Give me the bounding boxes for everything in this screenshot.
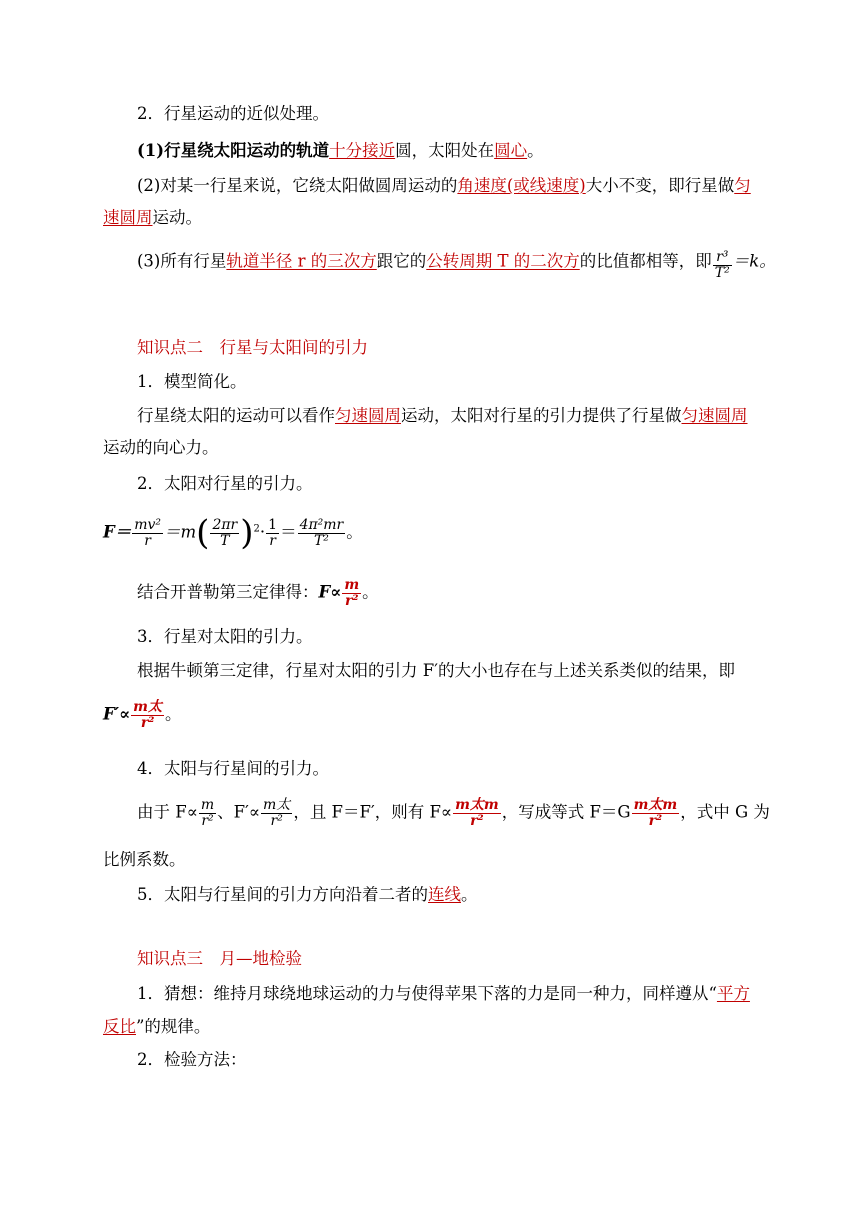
answer-blank: 公转周期 T 的二次方	[426, 251, 580, 271]
text: ，且 F＝F′，则有 F∝	[293, 802, 453, 822]
text: 。	[461, 885, 478, 904]
item-3	[137, 626, 792, 648]
item-text: 1．模型简化。	[137, 372, 247, 391]
heading-text: 知识点三 月—地检验	[137, 949, 302, 968]
section-heading-3	[137, 948, 792, 970]
fraction-msun-r2	[131, 700, 164, 730]
text: (2)对某一行星来说，它绕太阳做圆周运动的	[137, 176, 458, 195]
text: 。	[362, 582, 379, 602]
paragraph-3	[103, 250, 793, 280]
formula-part: F∝	[318, 582, 342, 602]
denominator: r²	[270, 812, 283, 829]
item-1-guess	[137, 983, 792, 1005]
text: 比例系数。	[103, 850, 186, 869]
item-text: 4．太阳与行星间的引力。	[137, 759, 329, 778]
text: 。	[164, 704, 182, 724]
text: 跟它的	[376, 251, 427, 271]
item-text: 2．检验方法：	[137, 1050, 247, 1069]
denominator: T²	[714, 264, 730, 281]
numerator: m太m	[455, 797, 499, 813]
text: 。	[527, 141, 544, 160]
fraction-2pir-t	[210, 518, 239, 548]
fraction-r3-t2	[713, 250, 732, 280]
text: 圆，太阳处在	[395, 141, 495, 160]
item-1-guess-cont	[103, 1016, 793, 1038]
text: 、F′∝	[217, 802, 261, 822]
answer-blank: 匀速圆周	[335, 406, 401, 425]
text: (1)行星绕太阳运动的轨道	[137, 141, 330, 160]
text: 行星绕太阳的运动可以看作	[137, 406, 335, 425]
left-paren: (	[196, 513, 210, 553]
item-4-paragraph	[137, 798, 792, 838]
paragraph-1	[103, 140, 793, 162]
fraction-msun-m-r2-b	[632, 798, 680, 828]
denominator: r²	[201, 812, 214, 829]
item-text: 2．太阳对行星的引力。	[137, 474, 313, 493]
denominator: r²	[648, 812, 663, 829]
text: 结合开普勒第三定律得：	[137, 582, 319, 602]
right-paren: )	[240, 513, 254, 553]
fraction-mv2-r	[132, 518, 163, 548]
item-1	[137, 371, 792, 393]
formula-part: F′∝	[103, 704, 131, 724]
kepler-combination	[137, 578, 792, 618]
denominator: r²	[470, 812, 484, 829]
numerator: mv²	[134, 516, 162, 533]
text: ，写成等式 F＝G	[501, 802, 631, 822]
answer-blank: 匀速圆周	[681, 406, 748, 425]
numerator: 1	[268, 516, 278, 533]
text: ，式中 G 为	[680, 802, 770, 822]
formula-part: F＝	[103, 522, 132, 542]
answer-blank: 连线	[428, 885, 461, 904]
text: 运动的向心力。	[103, 438, 219, 457]
item-text: 2．行星运动的近似处理。	[137, 104, 329, 123]
section-heading-2	[137, 337, 792, 359]
item-1-paragraph	[137, 405, 792, 427]
formula-part: ＝m	[164, 522, 197, 542]
formula-part: 。	[346, 522, 363, 542]
text: 运动。	[152, 208, 202, 227]
denominator: r	[269, 532, 276, 549]
fraction-msun-r2-a	[261, 798, 292, 828]
text: 5．太阳与行星间的引力方向沿着二者的	[137, 885, 428, 904]
paragraph-2	[103, 175, 793, 197]
answer-blank: 轨道半径 r 的三次方	[226, 251, 377, 271]
paragraph-2-cont	[103, 207, 793, 229]
numerator: m	[344, 577, 360, 593]
answer-blank: 匀	[734, 176, 751, 195]
item-text: 3．行星对太阳的引力。	[137, 627, 313, 646]
answer-blank: 圆心	[494, 141, 528, 160]
answer-blank: 十分接近	[329, 141, 396, 160]
numerator: 2πr	[212, 516, 238, 533]
numerator: m太	[263, 797, 291, 813]
fraction-4pi2mr-t2	[298, 518, 346, 548]
text: 1．猜想：维持月球绕地球运动的力与使得苹果下落的力是同一种力，同样遵从“	[137, 984, 717, 1003]
text: 大小不变，即行星做	[585, 176, 735, 195]
item-4	[137, 758, 792, 780]
answer-blank: 反比	[103, 1017, 136, 1036]
text: ”的规律。	[136, 1017, 211, 1036]
fraction-1-r	[266, 518, 279, 548]
text: 的比值都相等，即	[579, 251, 712, 271]
text: (3)所有行星	[137, 251, 227, 271]
item-5	[137, 884, 792, 906]
denominator: r²	[344, 592, 359, 609]
fraction-m-r2	[342, 578, 361, 608]
text: 根据牛顿第三定律，行星对太阳的引力 F′的大小也存在与上述关系类似的结果，即	[137, 661, 735, 680]
denominator: r	[144, 532, 151, 549]
item-4-paragraph-cont	[103, 849, 793, 871]
numerator: m太m	[633, 797, 678, 813]
denominator: T²	[313, 532, 329, 549]
answer-blank: 平方	[716, 984, 750, 1003]
fraction-m-r2-a	[199, 798, 216, 828]
heading-text: 知识点二 行星与太阳间的引力	[137, 338, 368, 357]
formula-part: ＝	[280, 522, 297, 542]
denominator: r²	[140, 714, 155, 731]
numerator: r³	[713, 250, 732, 266]
exponent: 2	[253, 523, 260, 535]
numerator: m太	[133, 699, 162, 715]
gravity-formula	[103, 513, 793, 556]
text: 由于 F∝	[137, 802, 198, 822]
item-3-paragraph	[137, 660, 792, 682]
formula-part: ·	[259, 522, 266, 542]
item-2-method	[137, 1049, 792, 1071]
denominator: T	[220, 532, 230, 549]
item-1-paragraph-cont	[103, 437, 793, 459]
text: ＝k。	[732, 251, 776, 271]
item-2	[137, 473, 792, 495]
text: 运动，太阳对行星的引力提供了行星做	[401, 406, 682, 425]
fraction-msun-m-r2-a	[453, 798, 501, 828]
numerator: m	[200, 797, 215, 813]
answer-blank: 速圆周	[103, 208, 153, 227]
answer-blank: 角速度(或线速度)	[457, 176, 586, 195]
item-3-formula	[103, 700, 793, 740]
item-2-title	[137, 103, 792, 125]
numerator: 4π²mr	[299, 516, 344, 533]
